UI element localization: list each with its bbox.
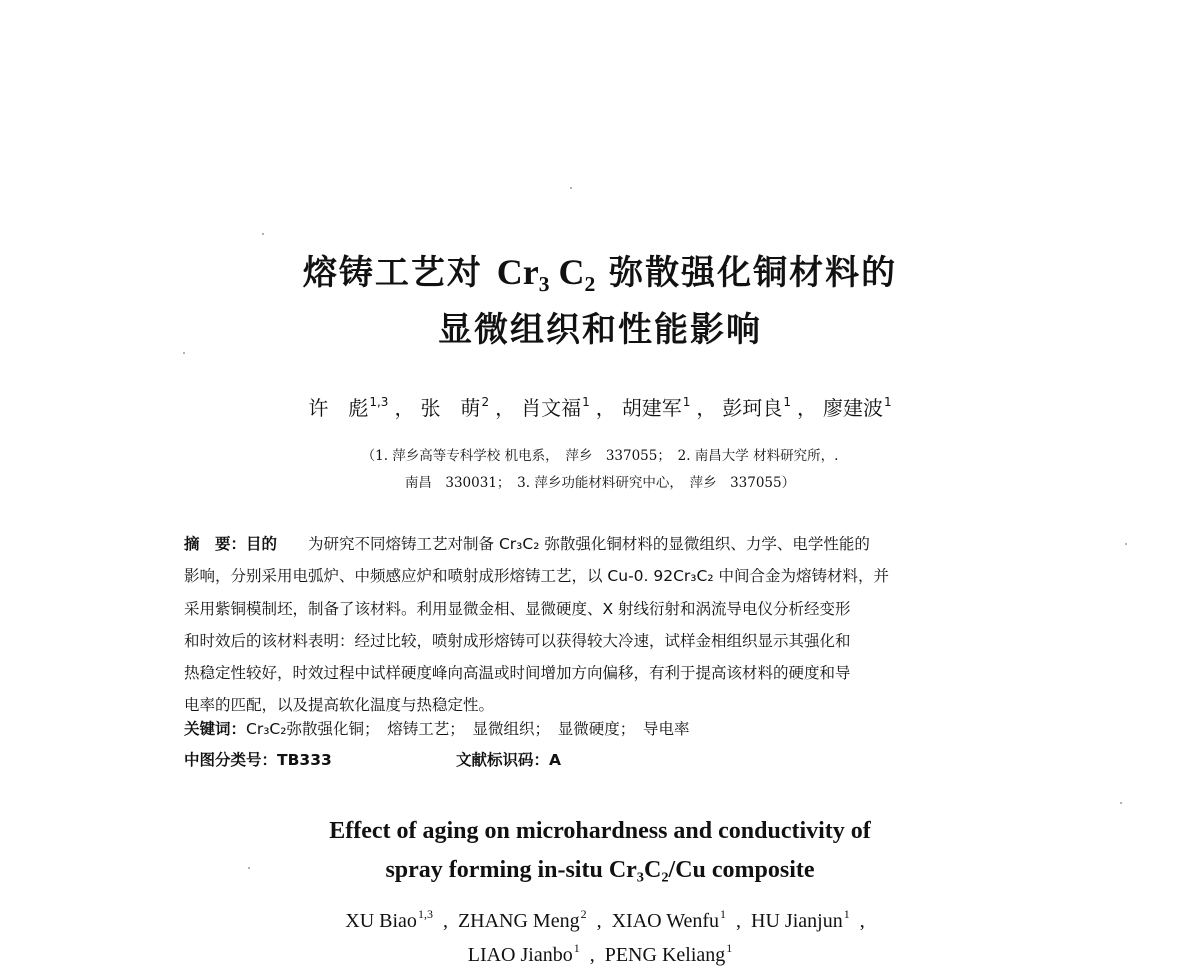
abstract-line: 热稳定性较好，时效过程中试样硬度峰向高温或时间增加方向偏移，有利于提高该材料的硬度和导 (184, 664, 851, 683)
author-affiliation-index: 2 (481, 395, 490, 409)
author-name: 胡建军 (621, 396, 682, 420)
keywords-cn (184, 717, 689, 739)
author-name: 廖建波 (823, 396, 883, 420)
abstract-line: 影响，分别采用电弧炉、中频感应炉和喷射成形熔铸工艺，以 Cu-0. 92Cr₃C₂ 中间合金为熔铸材料，并 (184, 567, 889, 586)
affiliation-line1: （1. 萍乡高等专科学校 机电系， 萍乡 337055； 2. 南昌大学 材料研究所，. (361, 448, 839, 464)
classification (184, 748, 562, 770)
classification-label: 中图分类号： (184, 751, 278, 769)
author-affiliation-index: 1 (783, 395, 791, 409)
title-cn-formula: Cr₃ C₂ (496, 252, 596, 292)
author-en (751, 907, 850, 932)
affiliation-line2: 南昌 330031； 3. 萍乡功能材料研究中心， 萍乡 337055） (404, 475, 796, 491)
author-name: PENG Keliang (604, 944, 726, 966)
author-name: ZHANG Meng (457, 910, 580, 932)
author-cn (823, 396, 892, 420)
authors-en-line1: XU Biao$^{1,3}$ , ZHANG Meng$^2$ , XIAO Wenfu$^1$ , HU Jianjun$^1$ , (345, 907, 865, 932)
author-name: XU Biao (345, 910, 417, 932)
authors-en-line2: LIAO Jianbo$^1$ , PENG Keliang$^1$ (467, 941, 733, 966)
author-name: XIAO Wenfu (611, 910, 720, 932)
author-en (457, 907, 587, 932)
classification-value: TB333 (277, 751, 332, 769)
title-cn-line2: 显微组织和性能影响 (438, 310, 762, 350)
title-en-line2: spray forming in-situ Cr₃C₂/Cu composite (385, 857, 815, 883)
authors-cn: 许 彪$^{1,3}$ ， 张 萌$^2$ ， 肖文福$^1$ ， 胡建军$^1$ ， 彭珂良$^1$ ， 廖建波$^1$ (308, 395, 892, 420)
author-en (467, 941, 580, 966)
author-cn (420, 396, 489, 420)
author-en (345, 907, 433, 932)
author-name: 张 萌 (420, 396, 481, 420)
author-cn (622, 396, 691, 420)
scan-speck (183, 352, 185, 354)
scan-speck (570, 187, 572, 189)
title-cn-prefix: 熔铸工艺对 (302, 253, 483, 293)
author-affiliation-index: 1 (720, 907, 727, 921)
author-affiliation-index: 1,3 (417, 907, 433, 921)
author-name: 肖文福 (521, 396, 582, 420)
scan-speck (262, 233, 264, 235)
author-en (604, 941, 733, 966)
scan-speck (1120, 802, 1122, 804)
author-name: LIAO Jianbo (467, 944, 573, 966)
author-affiliation-index: 1,3 (369, 395, 389, 409)
author-name: HU Jianjun (751, 910, 843, 932)
abstract-line: 采用紫铜模制坯，制备了该材料。利用显微金相、显微硬度、X 射线衍射和涡流导电仪分析经变形 (184, 599, 851, 618)
keywords-value: Cr₃C₂弥散强化铜； 熔铸工艺； 显微组织； 显微硬度； 导电率 (246, 720, 690, 738)
abstract-line (184, 528, 1020, 560)
author-en (611, 907, 727, 932)
document-code (456, 748, 561, 770)
abstract-line: 电率的匹配，以及提高软化温度与热稳定性。 (184, 696, 495, 715)
scan-speck (1125, 543, 1127, 545)
author-affiliation-index: 1 (884, 395, 892, 409)
author-cn (308, 396, 388, 420)
abstract-text: 为研究不同熔铸工艺对制备 Cr₃C₂ 弥散强化铜材料的显微组织、力学、电学性能的 (308, 535, 870, 553)
document-code-value: A (549, 751, 562, 769)
author-affiliation-index: 1 (582, 395, 590, 409)
author-affiliation-index: 1 (573, 941, 580, 955)
author-name: 彭珂良 (722, 396, 783, 420)
author-name: 许 彪 (308, 396, 369, 420)
author-affiliation-index: 1 (726, 941, 733, 955)
author-affiliation-index: 1 (682, 395, 691, 409)
title-en-line1: Effect of aging on microhardness and conductivity of (329, 818, 871, 844)
author-affiliation-index: 1 (843, 907, 850, 921)
author-affiliation-index: 2 (580, 907, 587, 921)
keywords-label: 关键词： (184, 720, 247, 738)
title-cn-suffix: 弥散强化铜材料的 (609, 253, 898, 293)
abstract-label: 摘 要：目的 (184, 535, 278, 553)
author-cn (722, 396, 791, 420)
abstract-line: 和时效后的该材料表明：经过比较，喷射成形熔铸可以获得较大冷速，试样金相组织显示其强化和 (184, 631, 851, 650)
author-cn (521, 396, 590, 420)
document-code-label: 文献标识码： (456, 751, 550, 769)
title-cn-line1 (0, 252, 1200, 293)
abstract-cn (184, 528, 1020, 722)
